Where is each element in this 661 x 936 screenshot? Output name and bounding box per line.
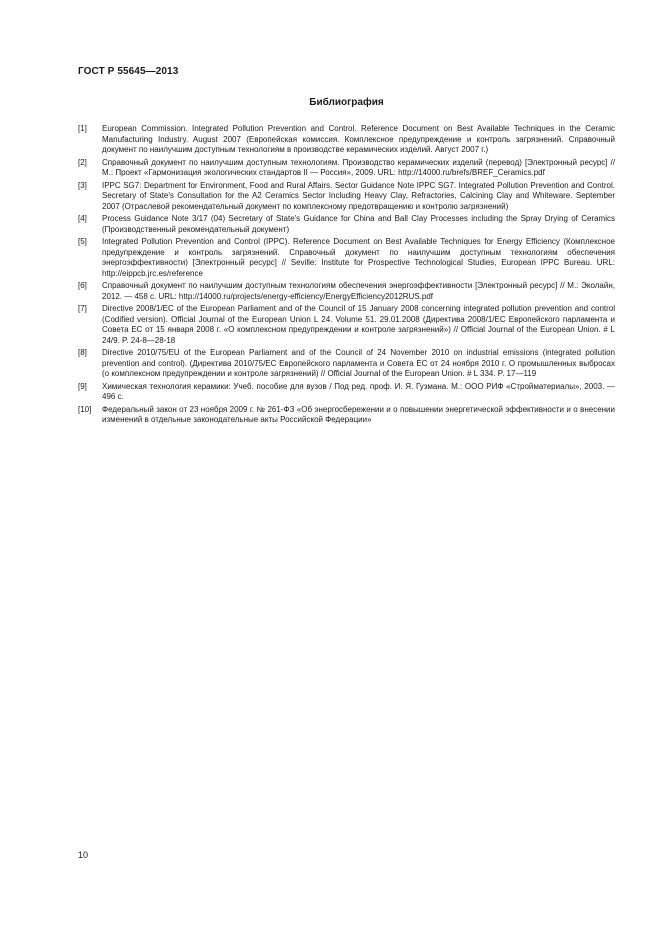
entry-text: Справочный документ по наилучшим доступным технологиям. Производство керамических изделий (перевод) [Электронный ресурс] // М.: Проект «Гармонизация экологических стандартов II — Россия», 2009. URL: http://14000.ru/brefs/BREF_Ceramics.pdf <box>102 157 615 177</box>
entry-number: [8] <box>78 348 87 357</box>
entry-number: [7] <box>78 304 87 313</box>
bibliography-entry <box>78 181 615 213</box>
bibliography-entry <box>78 214 615 235</box>
entry-text: Федеральный закон от 23 ноября 2009 г. № 261-ФЗ «Об энергосбережении и о повышении энергетической эффективности и о внесении изменений в отдельные законодательные акты Российской Федерации» <box>102 404 615 424</box>
entry-number: [4] <box>78 214 87 223</box>
page-number: 10 <box>78 850 89 860</box>
bibliography-entry <box>78 237 615 279</box>
entry-text: IPPC SG7: Department for Environment, Food and Rural Affairs. Sector Guidance Note IPPC SG7. Integrated Pollution Prevention and Control. Secretary of State's Consultation for the A2 Ceramics Sector Including Heavy Clay, Refractories, Calcining Clay and Whiteware. September 2007 (Отраслевой рекомендательный документ по комплексному предотвращению и контролю загрязнений) <box>102 180 615 211</box>
entry-text: European Commission. Integrated Pollution Prevention and Control. Reference Document on Best Available Techniques in the Ceramic Manufacturing Industry. August 2007 (Европейская комиссия. Комплексное предупреждение и контроль загрязнений. Справочный документ по наилучшим доступным технологиям в производстве керамических изделий. Август 2007 г.) <box>102 124 615 154</box>
bibliography-list <box>78 124 615 428</box>
entry-number: [3] <box>78 180 87 190</box>
bibliography-entry <box>78 124 615 156</box>
bibliography-entry <box>78 281 615 302</box>
section-title: Библиография <box>309 97 384 108</box>
entry-number: [9] <box>78 381 87 391</box>
entry-number: [10] <box>78 404 92 414</box>
bibliography-entry <box>78 405 615 426</box>
entry-text: Directive 2010/75/EU of the European Parliament and of the Council of 24 November 2010 on industrial emissions (integrated pollution prevention and control). (Директива 2010/75/ЕС Европейского парламента и Совета ЕС от 24 ноября 2010 г. О промышленных выбросах (о комплексном предупреждении и контроле загрязнений) // Official Journal of the European Union. # L 334. P. 17—119 <box>102 348 615 378</box>
section-title-wrapper <box>0 97 661 108</box>
entry-text: Process Guidance Note 3/17 (04) Secretary of State's Guidance for China and Ball Clay Processes including the Spray Drying of Ceramics (Производственный рекомендательный документ) <box>102 214 615 234</box>
entry-text: Integrated Pollution Prevention and Control (IPPC). Reference Document on Best Available Techniques for Energy Efficiency (Комплексное предупреждение и контроль загрязнений. Справочный документ по наилучшим доступным технологиям обеспечения энергоэффективности) [Электронный ресурс] // Seville: Institute for Prospective Technological Studies, European IPPC Bureau. URL: http://eippcb.jrc.es/reference <box>102 237 615 278</box>
bibliography-entry <box>78 382 615 403</box>
entry-text: Справочный документ по наилучшим доступным технологиям обеспечения энергоэффективности [Электронный ресурс] // М.: Эколайн, 2012. — 458 с. URL: http://14000.ru/projects/energy-efficiency/EnergyEfficiency2012RUS.pdf <box>102 281 615 301</box>
entry-number: [1] <box>78 124 87 133</box>
entry-text: Directive 2008/1/EC of the European Parliament and of the Council of 15 January 2008 concerning integrated pollution prevention and control (Codified version). Official Journal of the European Union L 24. Volume 51. 29.01.2008 (Директива 2008/1/ЕС Европейского парламента и Совета ЕС от 15 января 2008 г. «О комплексном предупреждении и контроле загрязнений») // Official Journal of the European Union. # L 24/9. P. 24-8—28-18 <box>102 304 615 345</box>
bibliography-entry <box>78 158 615 179</box>
entry-number: [2] <box>78 157 87 167</box>
entry-number: [6] <box>78 281 87 290</box>
bibliography-entry <box>78 348 615 380</box>
entry-number: [5] <box>78 237 87 246</box>
entry-text: Химическая технология керамики: Учеб. пособие для вузов / Под ред. проф. И. Я. Гузмана. М.: ООО РИФ «Стройматериалы», 2003. — 496 с. <box>102 381 615 401</box>
document-header: ГОСТ Р 55645—2013 <box>78 66 179 77</box>
bibliography-entry <box>78 304 615 346</box>
